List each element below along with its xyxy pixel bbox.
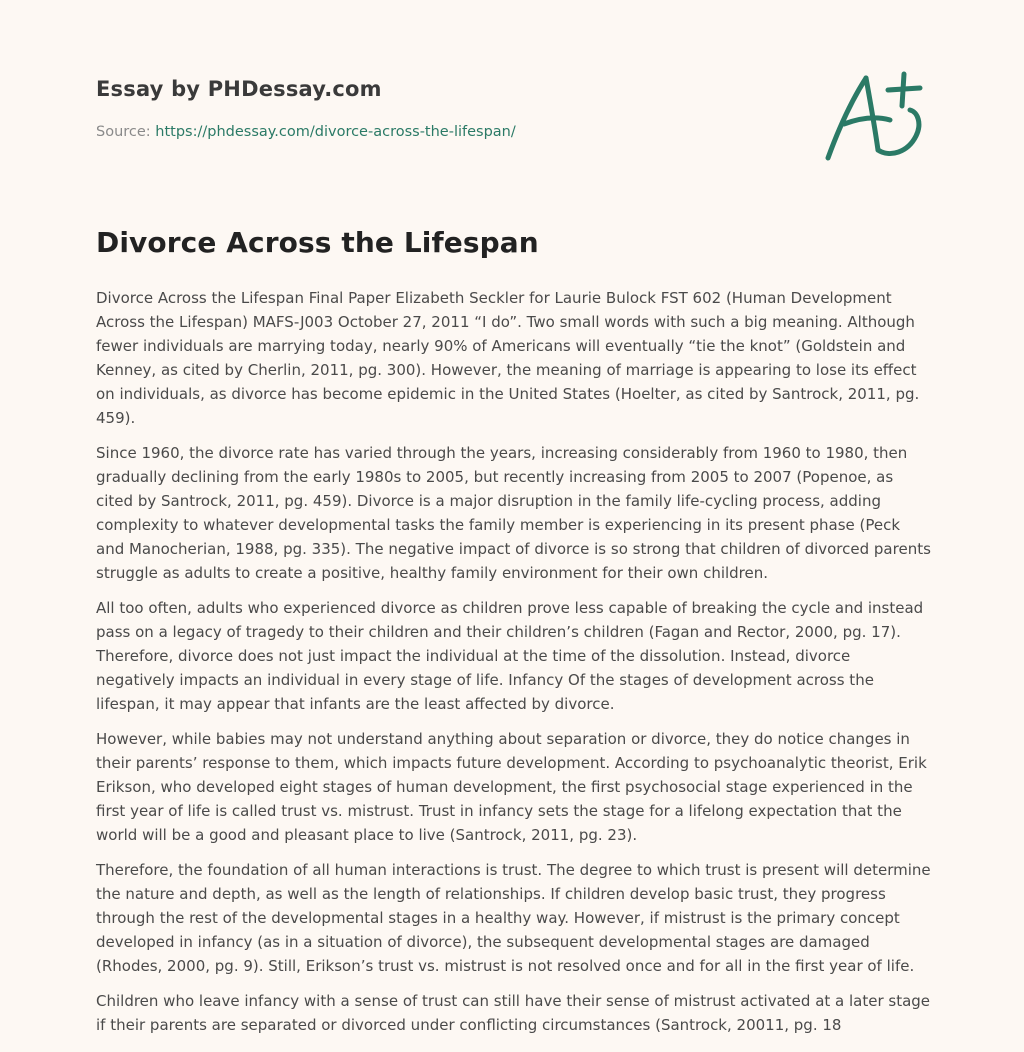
essay-paragraph: All too often, adults who experienced divorce as children prove less capable of breaking the cycle and instead pass on a legacy of tragedy to their children and their children’s children (Fagan and Rector, 2000, pg. 17). Therefore, divorce does not just impact the individual at the time of the dissolution. Instead, divorce negatively impacts an individual in every stage of life. Infancy Of the stages of development across the lifespan, it may appear that infants are the least affected by divorce.	[96, 599, 924, 713]
source-link[interactable]: https://phdessay.com/divorce-across-the-lifespan/	[155, 124, 516, 140]
essay-paragraph: Therefore, the foundation of all human interactions is trust. The degree to which trust is present will determine the nature and depth, as well as the length of relationships. If children develop basic trust, they progress through the rest of the developmental stages in a healthy way. However, if mistrust is the primary concept developed in infancy (as in a situation of divorce), the subsequent developmental stages are damaged (Rhodes, 2000, pg. 9). Still, Erikson’s trust vs. mistrust is not resolved once and for all in the first year of life.	[96, 861, 931, 975]
site-brand: Essay by PHDessay.com	[96, 77, 382, 101]
essay-paragraph: Since 1960, the divorce rate has varied through the years, increasing considerably from 1960 to 1980, then gradually declining from the early 1980s to 2005, but recently increasing from 2005 to 2007 (Popenoe, as cited by Santrock, 2011, pg. 459). Divorce is a major disruption in the family life-cycling process, adding complexity to whatever developmental tasks the family member is experiencing in its present phase (Peck and Manocherian, 1988, pg. 335). The negative impact of divorce is so strong that children of divorced parents struggle as adults to create a positive, healthy family environment for their own children.	[96, 444, 931, 582]
essay-paragraph: Divorce Across the Lifespan Final Paper Elizabeth Seckler for Laurie Bulock FST 602 (Human Development Across the Lifespan) MAFS-J003 October 27, 2011 “I do”. Two small words with such a big meaning. Although fewer individuals are marrying today, nearly 90% of Americans will eventually “tie the knot” (Goldstein and Kenney, as cited by Cherlin, 2011, pg. 300). However, the meaning of marriage is appearing to lose its effect on individuals, as divorce has become epidemic in the United States (Hoelter, as cited by Santrock, 2011, pg. 459).	[96, 289, 920, 427]
essay-body	[96, 286, 932, 1048]
source-line	[96, 124, 516, 140]
essay-paragraph: However, while babies may not understand anything about separation or divorce, they do notice changes in their parents’ response to them, which impacts future development. According to psychoanalytic theorist, Erik Erikson, who developed eight stages of human development, the first psychosocial stage experienced in the first year of life is called trust vs. mistrust. Trust in infancy sets the stage for a lifelong expectation that the world will be a good and pleasant place to live (Santrock, 2011, pg. 23).	[96, 730, 927, 844]
essay-paragraph: Children who leave infancy with a sense of trust can still have their sense of mistrust activated at a later stage if their parents are separated or divorced under conflicting circumstances (Santrock, 20011, pg. 18	[96, 992, 931, 1034]
source-label: Source:	[96, 124, 156, 140]
essay-title: Divorce Across the Lifespan	[96, 226, 539, 259]
a-plus-grade-icon	[818, 66, 930, 166]
